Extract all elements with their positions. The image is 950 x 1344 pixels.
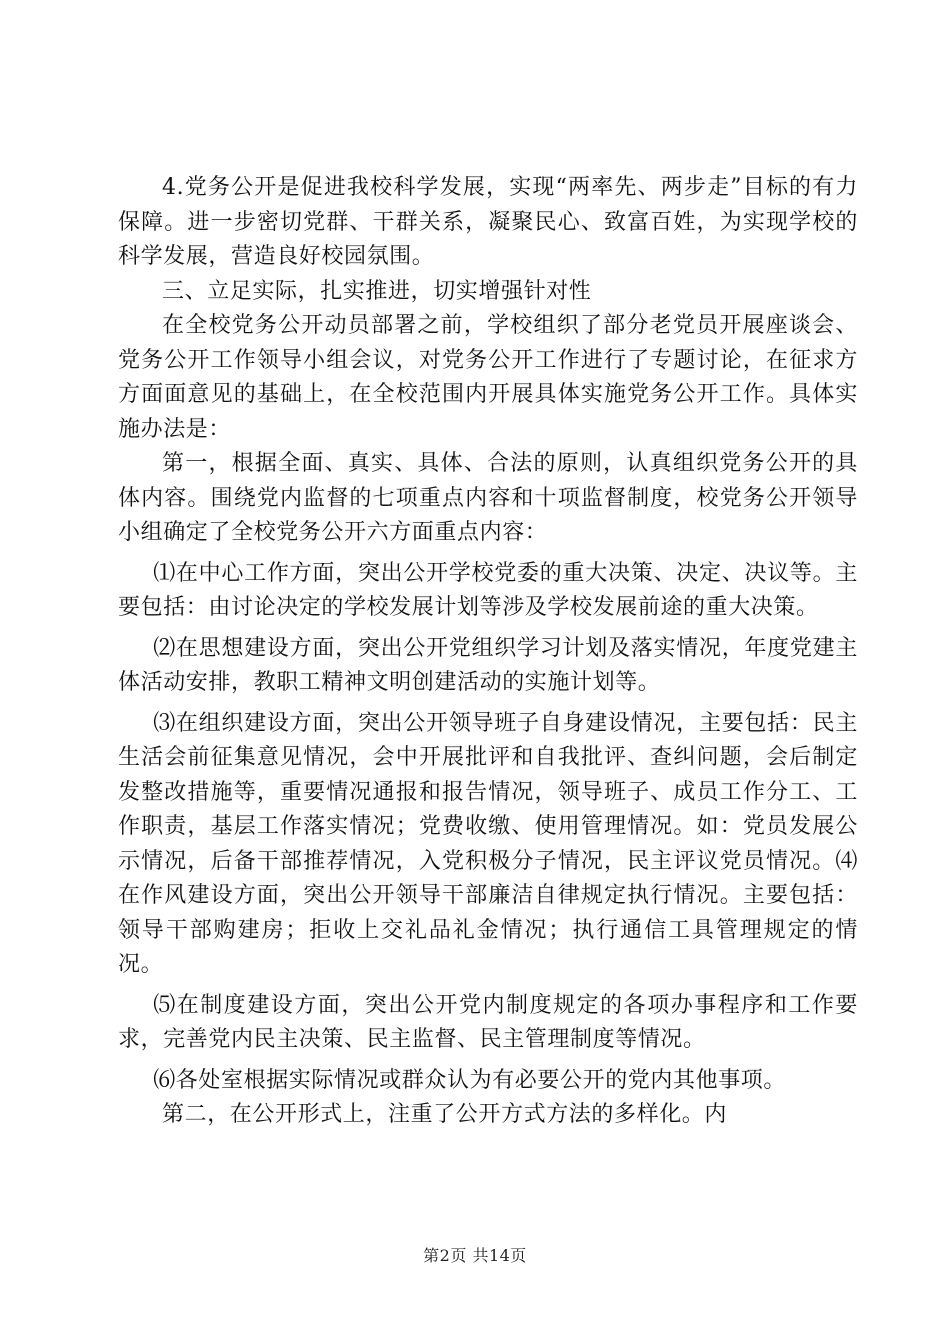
paragraph-point-4: 4.党务公开是促进我校科学发展，实现“两率先、两步走”目标的有力保障。进一步密切党群、干群关系，凝聚民心、致富百姓，为实现学校的科学发展，营造良好校园氛围。 xyxy=(118,175,858,269)
paragraph-first: 第一，根据全面、真实、具体、合法的原则，认真组织党务公开的具体内容。围绕党内监督的七项重点内容和十项监督制度，校党务公开领导小组确定了全校党务公开六方面重点内容： xyxy=(118,451,858,545)
list-item-2: ⑵在思想建设方面，突出公开党组织学习计划及落实情况，年度党建主体活动安排，教职工精神文明创建活动的实施计划等。 xyxy=(118,635,858,695)
section-heading-3: 三、立足实际，扎实推进，切实增强针对性 xyxy=(162,278,592,304)
list-item-3-4: ⑶在组织建设方面，突出公开领导班子自身建设情况，主要包括：民主生活会前征集意见情况，会中开展批评和自我批评、查纠问题，会后制定发整改措施等，重要情况通报和报告情况，领导班子、成员工作分工、工作职责，基层工作落实情况；党费收缴、使用管理情况。如：党员发展公示情况，后备干部推荐情况，入党积极分子情况，民主评议党员情况。⑷在作风建设方面，突出公开领导干部廉洁自律规定执行情况。主要包括：领导干部购建房；拒收上交礼品礼金情况；执行通信工具管理规定的情况。 xyxy=(118,710,858,977)
paragraph-second: 第二，在公开形式上，注重了公开方式方法的多样化。内 xyxy=(162,1102,728,1127)
list-item-5: ⑸在制度建设方面，突出公开党内制度规定的各项办事程序和工作要求，完善党内民主决策、民主监督、民主管理制度等情况。 xyxy=(118,992,858,1052)
page-number-footer: 第2页 共14页 xyxy=(423,1246,527,1265)
paragraph-intro: 在全校党务公开动员部署之前，学校组织了部分老党员开展座谈会、党务公开工作领导小组会议，对党务公开工作进行了专题讨论，在征求方方面面意见的基础上，在全校范围内开展具体实施党务公开工作。具体实施办法是： xyxy=(118,313,858,442)
document-body xyxy=(118,171,858,1133)
list-item-1: ⑴在中心工作方面，突出公开学校党委的重大决策、决定、决议等。主要包括：由讨论决定的学校发展计划等涉及学校发展前途的重大决策。 xyxy=(118,560,858,620)
list-item-6: ⑹各处室根据实际情况或群众认为有必要公开的党内其他事项。 xyxy=(153,1067,786,1093)
